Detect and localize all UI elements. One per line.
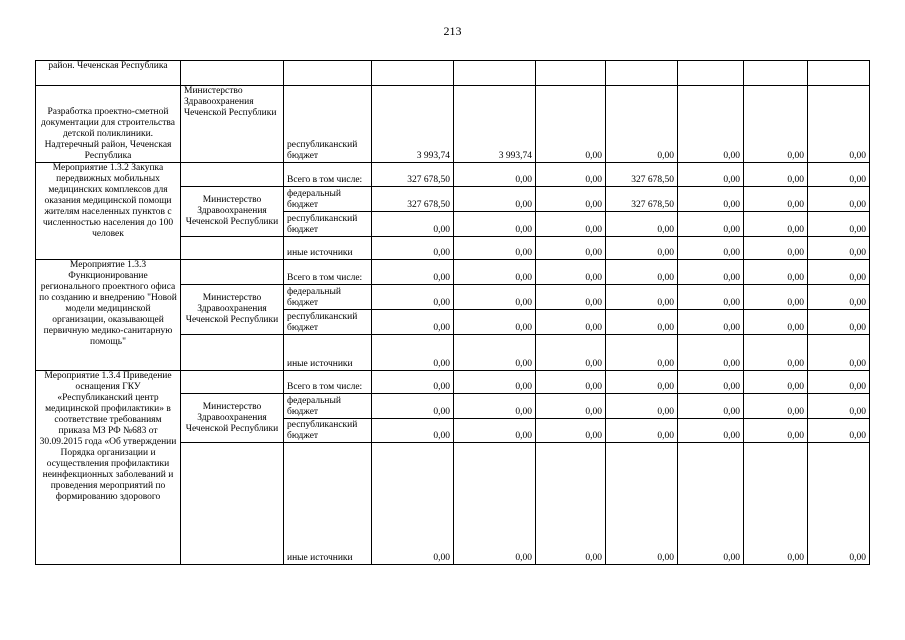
- value-cell: 0,00: [372, 371, 454, 394]
- value-cell: 0,00: [744, 212, 808, 237]
- value-cell: 0,00: [536, 187, 606, 212]
- source-cell: [284, 61, 372, 86]
- value-cell: [536, 61, 606, 86]
- source-cell: Всего в том числе:: [284, 260, 372, 285]
- value-cell: 0,00: [536, 237, 606, 260]
- value-cell: 327 678,50: [606, 187, 678, 212]
- value-cell: 0,00: [606, 86, 678, 163]
- value-cell: 0,00: [606, 310, 678, 335]
- value-cell: 0,00: [454, 237, 536, 260]
- source-cell: иные источники: [284, 443, 372, 565]
- value-cell: 0,00: [678, 285, 744, 310]
- value-cell: 0,00: [808, 443, 870, 565]
- value-cell: 0,00: [744, 419, 808, 443]
- value-cell: 0,00: [606, 212, 678, 237]
- value-cell: 0,00: [606, 443, 678, 565]
- value-cell: 0,00: [808, 335, 870, 371]
- value-cell: 0,00: [454, 285, 536, 310]
- value-cell: 327 678,50: [606, 163, 678, 187]
- value-cell: 0,00: [536, 310, 606, 335]
- value-cell: 0,00: [744, 163, 808, 187]
- value-cell: 0,00: [678, 443, 744, 565]
- value-cell: 0,00: [808, 187, 870, 212]
- value-cell: 0,00: [808, 394, 870, 419]
- value-cell: 0,00: [744, 371, 808, 394]
- table-row: [36, 371, 870, 394]
- executor-cell: [181, 371, 284, 394]
- value-cell: 0,00: [744, 394, 808, 419]
- value-cell: [606, 61, 678, 86]
- value-cell: 0,00: [372, 419, 454, 443]
- source-cell: Всего в том числе:: [284, 371, 372, 394]
- value-cell: 0,00: [536, 335, 606, 371]
- measure-name-cell: Мероприятие 1.3.3 Функционирование регионального проектного офиса по созданию и внедрению "Новой модели медицинской организации, оказывающей первичную медико-санитарную помощь": [36, 260, 181, 371]
- value-cell: 3 993,74: [372, 86, 454, 163]
- value-cell: 0,00: [808, 419, 870, 443]
- executor-cell: Министерство Здравоохранения Чеченской Республики: [181, 394, 284, 443]
- executor-cell: [181, 443, 284, 565]
- value-cell: 0,00: [536, 419, 606, 443]
- measure-name-cell: район. Чеченская Республика: [36, 61, 181, 86]
- executor-cell: Министерство Здравоохранения Чеченской Республики: [181, 86, 284, 163]
- source-cell: республиканский бюджет: [284, 212, 372, 237]
- value-cell: 0,00: [744, 443, 808, 565]
- value-cell: 0,00: [744, 86, 808, 163]
- value-cell: 0,00: [606, 335, 678, 371]
- value-cell: 0,00: [536, 285, 606, 310]
- value-cell: 0,00: [678, 371, 744, 394]
- measure-name-cell: Мероприятие 1.3.2 Закупка передвижных мобильных медицинских комплексов для оказания медицинской помощи жителям населенных пунктов с численностью населения до 100 человек: [36, 163, 181, 260]
- value-cell: 0,00: [678, 419, 744, 443]
- value-cell: 0,00: [678, 86, 744, 163]
- value-cell: 0,00: [454, 335, 536, 371]
- value-cell: 0,00: [606, 419, 678, 443]
- value-cell: 0,00: [744, 335, 808, 371]
- measure-name-cell: Мероприятие 1.3.4 Приведение оснащения ГКУ «Республиканский центр медицинской профилактики» в соответствие требованиям приказа МЗ РФ №683 от 30.09.2015 года «Об утверждении Порядка организации и осуществления профилактики неинфекционных заболеваний и проведения мероприятий по формированию здорового: [36, 371, 181, 565]
- value-cell: 3 993,74: [454, 86, 536, 163]
- value-cell: 0,00: [536, 86, 606, 163]
- value-cell: 0,00: [454, 394, 536, 419]
- executor-cell: [181, 163, 284, 187]
- value-cell: 0,00: [606, 394, 678, 419]
- value-cell: 0,00: [606, 237, 678, 260]
- value-cell: 0,00: [808, 237, 870, 260]
- source-cell: федеральный бюджет: [284, 394, 372, 419]
- value-cell: 0,00: [372, 335, 454, 371]
- value-cell: 0,00: [454, 260, 536, 285]
- table-row: [36, 260, 870, 285]
- value-cell: [744, 61, 808, 86]
- value-cell: [678, 61, 744, 86]
- value-cell: 0,00: [536, 163, 606, 187]
- value-cell: 0,00: [606, 260, 678, 285]
- value-cell: 0,00: [744, 285, 808, 310]
- value-cell: 0,00: [536, 443, 606, 565]
- source-cell: республиканский бюджет: [284, 419, 372, 443]
- table-row: [36, 86, 870, 163]
- value-cell: 0,00: [454, 419, 536, 443]
- value-cell: 0,00: [808, 371, 870, 394]
- value-cell: 0,00: [372, 212, 454, 237]
- value-cell: 0,00: [536, 212, 606, 237]
- value-cell: 0,00: [678, 237, 744, 260]
- value-cell: 0,00: [744, 187, 808, 212]
- value-cell: 0,00: [808, 163, 870, 187]
- value-cell: 0,00: [678, 335, 744, 371]
- value-cell: 0,00: [536, 394, 606, 419]
- source-cell: республиканский бюджет: [284, 310, 372, 335]
- source-cell: федеральный бюджет: [284, 187, 372, 212]
- executor-cell: [181, 237, 284, 260]
- value-cell: [808, 61, 870, 86]
- value-cell: 0,00: [372, 310, 454, 335]
- page-number: 213: [443, 24, 462, 38]
- value-cell: 0,00: [808, 212, 870, 237]
- value-cell: 0,00: [454, 187, 536, 212]
- value-cell: 0,00: [454, 212, 536, 237]
- value-cell: [372, 61, 454, 86]
- value-cell: [454, 61, 536, 86]
- value-cell: 0,00: [808, 86, 870, 163]
- executor-cell: [181, 335, 284, 371]
- executor-cell: Министерство Здравоохранения Чеченской Республики: [181, 285, 284, 335]
- value-cell: 0,00: [744, 310, 808, 335]
- value-cell: 0,00: [744, 237, 808, 260]
- value-cell: 327 678,50: [372, 163, 454, 187]
- budget-table: [35, 60, 870, 565]
- source-cell: республиканский бюджет: [284, 86, 372, 163]
- value-cell: 0,00: [372, 285, 454, 310]
- source-cell: иные источники: [284, 237, 372, 260]
- value-cell: 0,00: [606, 371, 678, 394]
- value-cell: 0,00: [744, 260, 808, 285]
- value-cell: 0,00: [536, 260, 606, 285]
- measure-name-cell: Разработка проектно-сметной документации для строительства детской поликлиники. Надтеречный район, Чеченская Республика: [36, 86, 181, 163]
- value-cell: 0,00: [678, 260, 744, 285]
- value-cell: 0,00: [372, 394, 454, 419]
- value-cell: 0,00: [808, 285, 870, 310]
- source-cell: Всего в том числе:: [284, 163, 372, 187]
- value-cell: 0,00: [678, 212, 744, 237]
- table-row: [36, 163, 870, 187]
- executor-cell: [181, 61, 284, 86]
- value-cell: 0,00: [372, 443, 454, 565]
- value-cell: 0,00: [678, 394, 744, 419]
- value-cell: 0,00: [536, 371, 606, 394]
- value-cell: 0,00: [454, 163, 536, 187]
- value-cell: 0,00: [454, 443, 536, 565]
- value-cell: 0,00: [678, 163, 744, 187]
- source-cell: федеральный бюджет: [284, 285, 372, 310]
- value-cell: 0,00: [678, 187, 744, 212]
- value-cell: 0,00: [454, 310, 536, 335]
- executor-cell: Министерство Здравоохранения Чеченской Республики: [181, 187, 284, 237]
- value-cell: 0,00: [808, 310, 870, 335]
- value-cell: 0,00: [606, 285, 678, 310]
- value-cell: 0,00: [808, 260, 870, 285]
- source-cell: иные источники: [284, 335, 372, 371]
- value-cell: 0,00: [678, 310, 744, 335]
- table-row: [36, 61, 870, 86]
- value-cell: 0,00: [454, 371, 536, 394]
- value-cell: 0,00: [372, 237, 454, 260]
- value-cell: 327 678,50: [372, 187, 454, 212]
- executor-cell: [181, 260, 284, 285]
- value-cell: 0,00: [372, 260, 454, 285]
